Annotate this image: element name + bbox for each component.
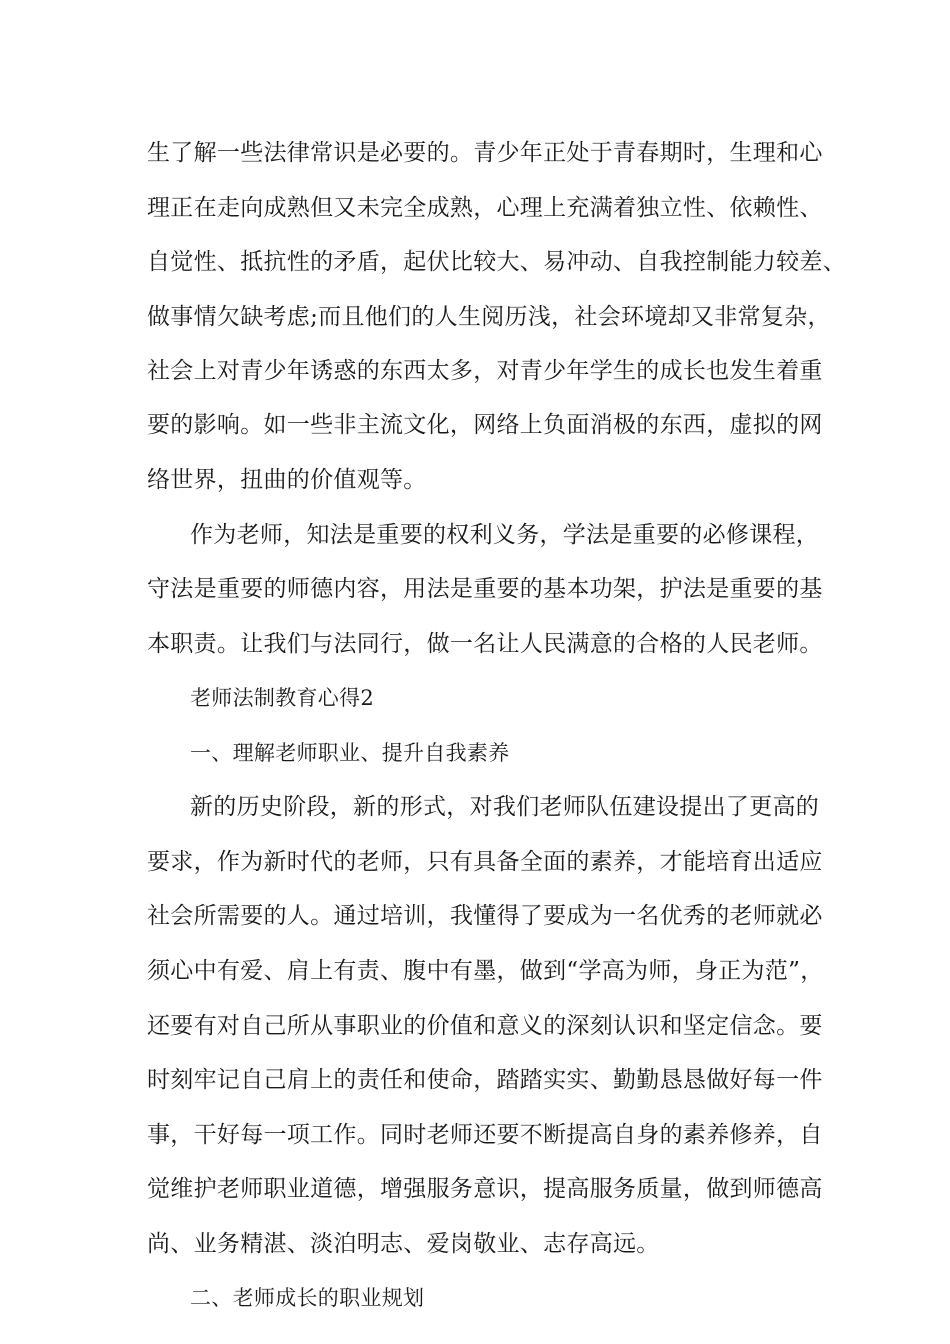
text-line: 须心中有爱、肩上有责、腹中有墨，做到“学高为师，身正为范”，: [147, 958, 824, 984]
text-line: 时刻牢记自己肩上的责任和使命，踏踏实实、勤勤恳恳做好每一件: [147, 1067, 823, 1093]
text-line: 要的影响。如一些非主流文化，网络上负面消极的东西，虚拟的网: [147, 412, 823, 438]
text-line: 事，干好每一项工作。同时老师还要不断提高自身的素养修养，自: [147, 1122, 823, 1148]
text-line: 做事情欠缺考虑;而且他们的人生阅历浅，社会环境却又非常复杂，: [147, 304, 831, 330]
text-line: 本职责。让我们与法同行，做一名让人民满意的合格的人民老师。: [147, 631, 823, 657]
text-line: 自觉性、抵抗性的矛盾，起伏比较大、易冲动、自我控制能力较差、: [147, 249, 846, 275]
text-line: 络世界，扭曲的价值观等。: [147, 467, 427, 493]
section-title: 老师法制教育心得2: [190, 686, 375, 710]
text-line: 尚、业务精湛、淡泊明志、爱岗敬业、志存高远。: [147, 1231, 660, 1257]
text-line: 还要有对自己所从事职业的价值和意义的深刻认识和坚定信念。要: [147, 1013, 823, 1039]
text-line: 理正在走向成熟但又未完全成熟，心理上充满着独立性、依赖性、: [147, 195, 823, 221]
text-line: 新的历史阶段，新的形式，对我们老师队伍建设提出了更高的: [190, 794, 820, 820]
text-line: 社会上对青少年诱惑的东西太多，对青少年学生的成长也发生着重: [147, 358, 823, 384]
text-line: 社会所需要的人。通过培训，我懂得了要成为一名优秀的老师就必: [147, 903, 823, 929]
text-line: 守法是重要的师德内容，用法是重要的基本功架，护法是重要的基: [147, 576, 823, 602]
text-line: 要求，作为新时代的老师，只有具备全面的素养，才能培育出适应: [147, 849, 823, 875]
section-heading: 一、理解老师职业、提升自我素养: [190, 741, 510, 765]
text-line: 觉维护老师职业道德，增强服务意识，提高服务质量，做到师德高: [147, 1176, 823, 1202]
text-line: 作为老师，知法是重要的权利义务，学法是重要的必修课程，: [190, 522, 820, 548]
text-line: 生了解一些法律常识是必要的。青少年正处于青春期时，生理和心: [147, 140, 823, 166]
section-heading: 二、老师成长的职业规划: [190, 1286, 425, 1310]
